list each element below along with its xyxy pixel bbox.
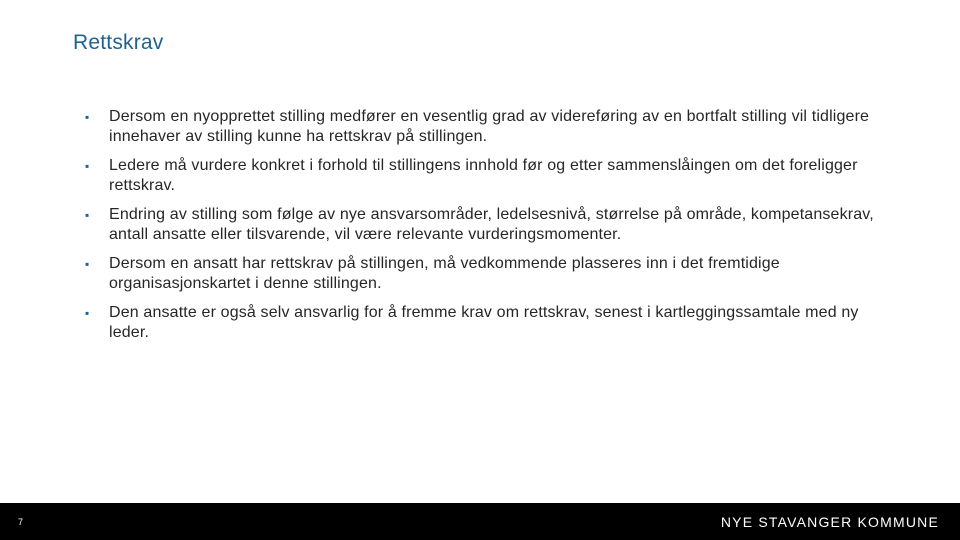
slide-title: Rettskrav: [73, 31, 164, 54]
footer-bar: [0, 503, 960, 540]
bullet-marker-icon: ▪: [85, 110, 90, 124]
bullet-marker-icon: ▪: [85, 306, 90, 320]
bullet-text: Dersom en ansatt har rettskrav på stillingen, må vedkommende plasseres inn i det fremtidige organisasjonskartet i denne stillingen.: [109, 255, 780, 292]
bullet-text: Dersom en nyopprettet stilling medfører en vesentlig grad av videreføring av en bortfalt stilling vil tidligere innehaver av stilling kunne ha rettskrav på stillingen.: [109, 108, 870, 145]
bullet-list: [84, 107, 894, 352]
bullet-item: [84, 107, 894, 147]
bullet-item: [84, 303, 894, 343]
bullet-text: Den ansatte er også selv ansvarlig for å fremme krav om rettskrav, senest i kartleggingssamtale med ny leder.: [109, 304, 859, 341]
bullet-marker-icon: ▪: [85, 208, 90, 222]
bullet-text: Ledere må vurdere konkret i forhold til stillingens innhold før og etter sammenslåingen om det foreligger rettskrav.: [109, 157, 858, 194]
bullet-marker-icon: ▪: [85, 159, 90, 173]
bullet-item: [84, 205, 894, 245]
page-number: 7: [18, 517, 24, 527]
organization-logo: NYE STAVANGER KOMMUNE: [720, 514, 939, 530]
bullet-item: [84, 156, 894, 196]
bullet-text: Endring av stilling som følge av nye ansvarsområder, ledelsesnivå, størrelse på område, kompetansekrav, antall ansatte eller tilsvarende, vil være relevante vurderingsmomenter.: [109, 206, 874, 243]
bullet-item: [84, 254, 894, 294]
bullet-marker-icon: ▪: [85, 257, 90, 271]
